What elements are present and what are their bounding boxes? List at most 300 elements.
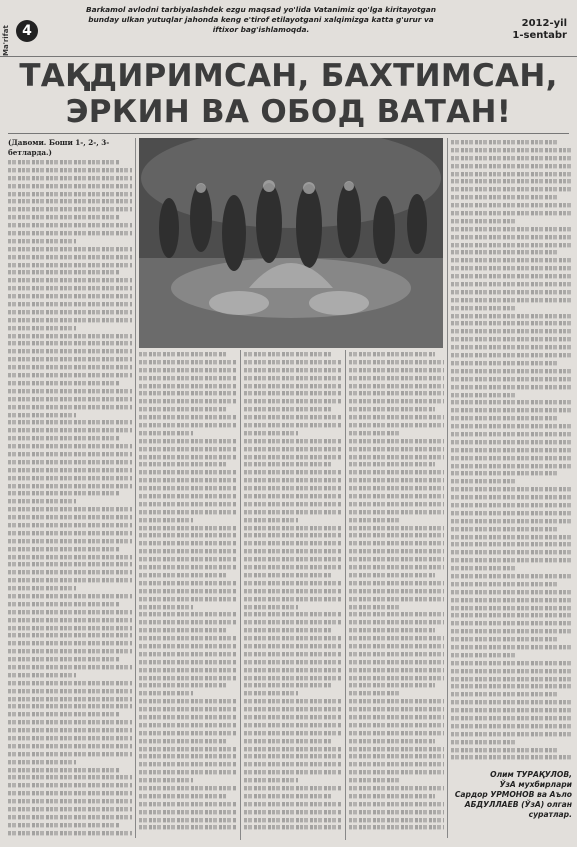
- body-text-line: [139, 620, 237, 624]
- body-text-line: [349, 518, 401, 522]
- body-text-line: [244, 668, 342, 672]
- body-text-line: [244, 352, 332, 356]
- body-text-line: [8, 444, 132, 448]
- body-text-line: [451, 448, 571, 452]
- body-text-line: [451, 140, 559, 144]
- body-text-line: [451, 755, 571, 759]
- body-text-line: [244, 778, 298, 782]
- body-text-line: [244, 802, 342, 806]
- body-text-line: [8, 602, 120, 606]
- body-text-line: [349, 818, 444, 822]
- body-text-line: [349, 557, 444, 561]
- body-text-line: [8, 712, 120, 716]
- body-text-line: [8, 460, 132, 464]
- body-text-line: [451, 195, 559, 199]
- byline: [440, 770, 572, 820]
- body-text-line: [451, 574, 571, 578]
- body-text-line: [244, 360, 342, 364]
- body-text-line: [8, 294, 132, 298]
- body-text-line: [139, 557, 237, 561]
- body-text-line: [244, 754, 342, 758]
- body-text-line: [451, 732, 571, 736]
- body-text-line: [451, 716, 571, 720]
- body-text-line: [349, 612, 444, 616]
- body-text-line: [451, 243, 571, 247]
- header-divider: [0, 56, 577, 57]
- body-text-line: [451, 511, 571, 515]
- byline-line: суратлар.: [528, 810, 572, 819]
- body-text-line: [244, 384, 342, 388]
- body-text-line: [139, 447, 237, 451]
- body-text-line: [139, 399, 237, 403]
- body-text-line: [244, 794, 332, 798]
- body-text-line: [451, 471, 559, 475]
- body-text-line: [244, 739, 332, 743]
- body-text-line: [451, 684, 571, 688]
- body-text-line: [349, 376, 444, 380]
- body-text-line: [451, 700, 571, 704]
- body-text-line: [8, 720, 132, 724]
- body-text-line: [244, 478, 342, 482]
- body-text-line: [349, 644, 444, 648]
- body-text-line: [349, 794, 435, 798]
- body-text-line: [244, 581, 342, 585]
- body-text-line: [139, 597, 237, 601]
- body-text-line: [349, 810, 444, 814]
- body-text-line: [8, 752, 132, 756]
- body-text-line: [451, 274, 571, 278]
- body-text-line: [8, 389, 132, 393]
- body-text-line: [8, 215, 120, 219]
- body-text-line: [139, 731, 237, 735]
- body-text-line: [349, 384, 444, 388]
- body-text-line: [8, 365, 132, 369]
- body-text-line: [349, 510, 444, 514]
- body-text-line: [8, 562, 132, 566]
- body-text-line: [451, 148, 571, 152]
- body-text-line: [451, 282, 571, 286]
- headline-line: ЭРКИН ВА ОБОД ВАТАН!: [65, 94, 512, 130]
- body-text-line: [139, 794, 227, 798]
- body-text-line: [139, 612, 237, 616]
- body-text-line: [8, 381, 120, 385]
- body-text-line: [244, 502, 342, 506]
- body-text-line: [451, 250, 559, 254]
- body-text-line: [451, 187, 571, 191]
- body-text-line: [451, 645, 571, 649]
- text-column: [244, 352, 342, 840]
- body-text-line: [451, 527, 559, 531]
- body-text-line: [244, 770, 342, 774]
- body-text-line: [139, 747, 237, 751]
- body-text-line: [451, 440, 571, 444]
- body-text-line: [451, 290, 571, 294]
- body-text-line: [8, 428, 132, 432]
- body-text-line: [8, 807, 132, 811]
- body-text-line: [139, 526, 237, 530]
- body-text-line: [451, 748, 559, 752]
- body-text-line: [451, 424, 571, 428]
- body-text-line: [349, 541, 444, 545]
- body-text-line: [349, 431, 401, 435]
- body-text-line: [8, 673, 76, 677]
- byline-line: Олим ТУРАҚУЛОВ,: [490, 770, 572, 779]
- body-text-line: [139, 360, 237, 364]
- issue-year: 2012-yil: [521, 18, 567, 29]
- body-text-line: [139, 415, 237, 419]
- body-text-line: [8, 318, 132, 322]
- body-text-line: [244, 707, 342, 711]
- body-text-line: [349, 802, 444, 806]
- body-text-line: [349, 778, 401, 782]
- body-text-line: [244, 510, 342, 514]
- body-text-line: [451, 606, 571, 610]
- body-text-line: [451, 298, 571, 302]
- body-text-line: [451, 692, 559, 696]
- body-text-line: [139, 431, 193, 435]
- body-text-line: [244, 810, 342, 814]
- body-text-line: [244, 818, 342, 822]
- body-text-line: [244, 407, 332, 411]
- body-text-line: [8, 665, 132, 669]
- body-text-line: [451, 590, 571, 594]
- body-text-line: [8, 468, 132, 472]
- body-text-line: [451, 535, 571, 539]
- body-text-line: [349, 549, 444, 553]
- body-text-line: [244, 526, 342, 530]
- column-rule: [447, 138, 448, 838]
- body-text-line: [8, 618, 132, 622]
- body-text-line: [244, 660, 342, 664]
- body-text-line: [139, 407, 227, 411]
- body-text-line: [139, 368, 237, 372]
- body-text-line: [8, 199, 132, 203]
- body-text-line: [8, 286, 132, 290]
- body-text-line: [8, 247, 132, 251]
- body-text-line: [451, 677, 571, 681]
- body-text-line: [8, 523, 132, 527]
- body-text-line: [244, 644, 342, 648]
- body-text-line: [349, 581, 444, 585]
- body-text-line: [244, 415, 342, 419]
- body-text-line: [349, 391, 444, 395]
- body-text-line: [349, 754, 444, 758]
- body-text-line: [349, 715, 444, 719]
- body-text-line: [451, 558, 571, 562]
- body-text-line: [349, 723, 444, 727]
- body-text-line: [349, 652, 444, 656]
- body-text-line: [8, 744, 132, 748]
- body-text-line: [139, 573, 227, 577]
- body-text-line: [244, 470, 342, 474]
- body-text-line: [8, 539, 132, 543]
- body-text-line: [451, 321, 571, 325]
- body-text-line: [139, 739, 227, 743]
- body-text-line: [8, 657, 120, 661]
- body-text-line: [8, 626, 132, 630]
- body-text-line: [244, 533, 342, 537]
- body-text-line: [451, 432, 571, 436]
- body-text-line: [451, 179, 571, 183]
- body-text-line: [8, 736, 132, 740]
- body-text-line: [139, 565, 237, 569]
- body-text-line: [8, 168, 132, 172]
- body-text-line: [244, 549, 342, 553]
- body-text-line: [8, 436, 120, 440]
- body-text-line: [139, 628, 227, 632]
- body-text-line: [244, 573, 332, 577]
- body-text-line: [349, 455, 444, 459]
- column-rule: [345, 350, 346, 840]
- body-text-line: [349, 533, 444, 537]
- body-text-line: [139, 478, 237, 482]
- body-text-line: [451, 361, 559, 365]
- body-text-line: [139, 510, 237, 514]
- body-text-line: [8, 207, 132, 211]
- body-text-line: [349, 825, 444, 829]
- body-text-line: [349, 636, 444, 640]
- body-text-line: [8, 349, 132, 353]
- body-text-line: [139, 391, 237, 395]
- body-text-line: [139, 462, 227, 466]
- body-text-line: [451, 353, 571, 357]
- body-text-line: [8, 728, 132, 732]
- body-text-line: [8, 239, 76, 243]
- body-text-line: [8, 484, 132, 488]
- body-text-line: [8, 799, 132, 803]
- body-text-line: [451, 156, 571, 160]
- body-text-line: [8, 689, 132, 693]
- issue-day: 1-sentabr: [512, 30, 567, 41]
- body-text-line: [244, 723, 342, 727]
- body-text-line: [139, 707, 237, 711]
- body-text-line: [349, 605, 401, 609]
- body-text-line: [8, 373, 132, 377]
- body-text-line: [244, 518, 298, 522]
- body-text-line: [8, 334, 132, 338]
- body-text-line: [139, 676, 237, 680]
- body-text-line: [451, 637, 559, 641]
- body-text-line: [244, 605, 298, 609]
- body-text-line: [139, 770, 237, 774]
- body-text-line: [451, 503, 571, 507]
- body-text-line: [451, 661, 571, 665]
- body-text-line: [244, 597, 342, 601]
- body-text-line: [349, 628, 435, 632]
- body-text-line: [451, 211, 571, 215]
- body-text-line: [244, 565, 342, 569]
- body-text-line: [139, 589, 237, 593]
- byline-line: АБДУЛЛАЕВ (ЎзА) олган: [464, 800, 572, 809]
- body-text-line: [8, 547, 120, 551]
- body-text-line: [8, 397, 132, 401]
- body-text-line: [451, 258, 571, 262]
- body-text-line: [451, 464, 571, 468]
- body-text-line: [8, 231, 132, 235]
- headline-line: ТАҚДИРИМСАН, БАХТИМСАН,: [19, 58, 558, 94]
- body-text-line: [8, 160, 120, 164]
- body-text-line: [8, 278, 132, 282]
- motto-line: iftixor bag'ishlamoqda.: [212, 25, 310, 34]
- body-text-line: [8, 594, 132, 598]
- body-text-line: [244, 423, 342, 427]
- body-text-line: [349, 660, 444, 664]
- body-text-line: [8, 578, 132, 582]
- body-text-line: [244, 620, 342, 624]
- body-text-line: [451, 329, 571, 333]
- body-text-line: [349, 462, 435, 466]
- body-text-line: [349, 707, 444, 711]
- body-text-line: [8, 791, 132, 795]
- body-text-line: [451, 203, 571, 207]
- body-text-line: [349, 494, 444, 498]
- body-text-line: [349, 573, 435, 577]
- body-text-line: [8, 302, 132, 306]
- body-text-line: [139, 486, 237, 490]
- article-headline: [10, 58, 567, 130]
- body-text-line: [349, 731, 444, 735]
- body-text-line: [244, 376, 342, 380]
- body-text-line: [244, 652, 342, 656]
- body-text-line: [451, 629, 571, 633]
- body-text-line: [139, 802, 237, 806]
- body-text-line: [451, 582, 559, 586]
- body-text-line: [451, 566, 517, 570]
- body-text-line: [451, 314, 571, 318]
- body-text-line: [244, 636, 342, 640]
- body-text-line: [349, 526, 444, 530]
- body-text-line: [8, 223, 132, 227]
- body-text-line: [244, 747, 342, 751]
- body-text-line: [451, 495, 571, 499]
- body-text-line: [139, 652, 237, 656]
- body-text-line: [139, 423, 237, 427]
- body-text-line: [139, 699, 237, 703]
- body-text-line: [8, 310, 132, 314]
- body-text-line: [139, 470, 237, 474]
- body-text-line: [244, 699, 342, 703]
- body-text-line: [8, 570, 132, 574]
- body-text-line: [349, 620, 444, 624]
- body-text-line: [244, 431, 298, 435]
- body-text-line: [349, 699, 444, 703]
- body-text-line: [451, 227, 571, 231]
- page-number: 4: [16, 20, 38, 42]
- body-text-line: [451, 487, 571, 491]
- body-text-line: [244, 541, 342, 545]
- body-text-line: [139, 533, 237, 537]
- body-text-line: [139, 778, 193, 782]
- page-header: [0, 0, 577, 58]
- body-text-line: [8, 270, 120, 274]
- body-text-line: [244, 762, 342, 766]
- byline-line: Сардор УРМОНОВ ва Аъло: [454, 790, 572, 799]
- body-text-line: [8, 704, 132, 708]
- body-text-line: [349, 486, 444, 490]
- issue-date: [512, 18, 567, 42]
- body-text-line: [139, 723, 237, 727]
- body-text-line: [139, 455, 237, 459]
- body-text-line: [139, 549, 237, 553]
- article-dateline: (Давоми. Боши 1-, 2-, 3-бетларда.): [8, 138, 110, 157]
- body-text-line: [8, 176, 132, 180]
- body-text-line: [139, 818, 237, 822]
- body-text-line: [349, 565, 444, 569]
- body-text-line: [8, 768, 120, 772]
- body-text-line: [451, 393, 517, 397]
- body-text-line: [451, 669, 571, 673]
- body-text-line: [139, 668, 237, 672]
- body-text-line: [349, 407, 435, 411]
- body-text-line: [8, 420, 132, 424]
- body-text-line: [8, 610, 132, 614]
- body-text-line: [451, 613, 571, 617]
- body-text-line: [349, 423, 444, 427]
- body-text-line: [139, 786, 237, 790]
- body-text-line: [451, 408, 571, 412]
- body-text-line: [451, 377, 571, 381]
- body-text-line: [139, 494, 237, 498]
- body-text-line: [8, 697, 132, 701]
- body-text-line: [8, 413, 76, 417]
- body-text-line: [8, 783, 132, 787]
- body-text-line: [244, 731, 342, 735]
- body-text-line: [349, 589, 444, 593]
- body-text-line: [451, 653, 517, 657]
- body-text-line: [349, 470, 444, 474]
- body-text-line: [8, 823, 120, 827]
- body-text-line: [244, 612, 342, 616]
- body-text-line: [349, 360, 444, 364]
- body-text-line: [451, 740, 517, 744]
- body-text-line: [8, 775, 132, 779]
- body-text-line: [349, 668, 444, 672]
- body-text-line: [451, 385, 571, 389]
- body-text-line: [349, 399, 444, 403]
- body-text-line: [139, 384, 237, 388]
- body-text-line: [244, 628, 332, 632]
- body-text-line: [139, 683, 227, 687]
- body-text-line: [244, 715, 342, 719]
- body-text-line: [8, 357, 132, 361]
- body-text-line: [139, 644, 237, 648]
- body-text-line: [8, 476, 132, 480]
- body-text-line: [8, 555, 132, 559]
- body-text-line: [8, 263, 132, 267]
- body-text-line: [244, 494, 342, 498]
- body-text-line: [8, 184, 132, 188]
- body-text-line: [139, 754, 237, 758]
- body-text-line: [451, 456, 571, 460]
- body-text-line: [139, 825, 237, 829]
- body-text-line: [139, 581, 237, 585]
- body-text-line: [8, 760, 76, 764]
- body-text-line: [139, 605, 193, 609]
- body-text-line: [244, 676, 342, 680]
- body-text-line: [139, 660, 237, 664]
- body-text-line: [451, 266, 571, 270]
- body-text-line: [451, 598, 571, 602]
- body-text-line: [451, 219, 517, 223]
- article-photo: [139, 138, 443, 348]
- body-text-line: [244, 557, 342, 561]
- body-text-line: [349, 676, 444, 680]
- body-text-line: [244, 399, 342, 403]
- body-text-line: [139, 541, 237, 545]
- body-text-line: [8, 681, 132, 685]
- body-text-line: [349, 762, 444, 766]
- body-text-line: [349, 597, 444, 601]
